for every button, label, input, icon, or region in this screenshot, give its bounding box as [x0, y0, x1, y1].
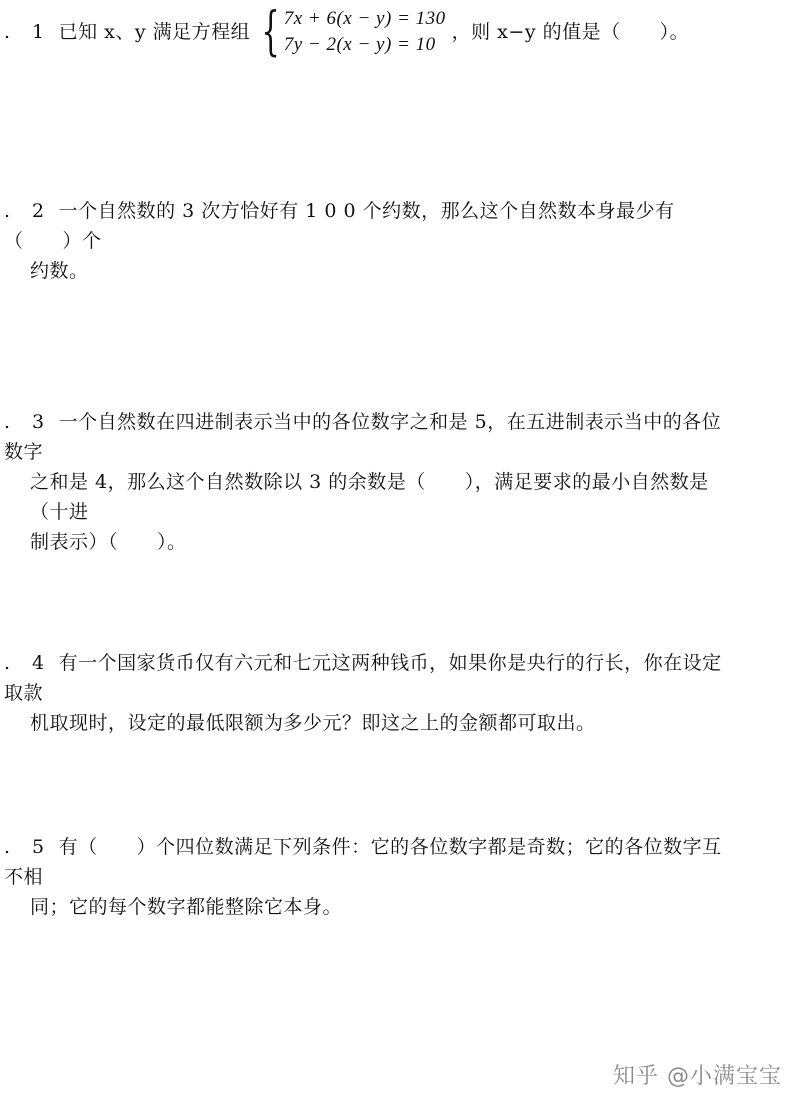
- question-4-number: 4: [32, 652, 45, 674]
- question-1-tail: ，则 x−y 的值是（ ）。: [451, 21, 690, 43]
- equation-lines: [284, 6, 446, 58]
- question-3-text-2: 之和是 4，那么这个自然数除以 3 的余数是（ ），满足要求的最小自然数是（十进: [30, 471, 709, 523]
- left-brace: {: [261, 2, 281, 62]
- question-3-marker: .: [4, 411, 11, 433]
- question-4: [4, 648, 739, 738]
- question-5-marker: .: [4, 836, 11, 858]
- question-4-line-1: [4, 648, 739, 708]
- question-5-line-1: [4, 832, 739, 892]
- question-5: [4, 832, 739, 922]
- question-5-text-1: 有（ ）个四位数满足下列条件：它的各位数字都是奇数；它的各位数字互不相: [4, 836, 722, 888]
- question-2-line-1: [4, 196, 739, 256]
- equation-1: 7x + 6(x − y) = 130: [283, 8, 446, 29]
- question-2-number: 2: [32, 200, 45, 222]
- question-2-text-2: 约数。: [30, 260, 89, 282]
- question-2-text-1: 一个自然数的 3 次方恰好有 1 0 0 个约数，那么这个自然数本身最少有（ ）个: [4, 200, 675, 252]
- question-3-number: 3: [32, 411, 45, 433]
- question-2: [4, 196, 739, 286]
- question-1-number: 1: [32, 21, 45, 43]
- question-3-text-1: 一个自然数在四进制表示当中的各位数字之和是 5，在五进制表示当中的各位数字: [4, 411, 722, 463]
- question-1-lead: [4, 17, 250, 47]
- question-2-marker: .: [4, 200, 11, 222]
- question-5-number: 5: [32, 836, 45, 858]
- question-3: [4, 407, 739, 557]
- question-4-text-2: 机取现时，设定的最低限额为多少元？即这之上的金额都可取出。: [30, 712, 596, 734]
- question-1: [4, 2, 739, 62]
- watermark-text: 知乎 @小满宝宝: [613, 1064, 782, 1089]
- question-3-line-1: [4, 407, 739, 467]
- question-4-text-1: 有一个国家货币仅有六元和七元这两种钱币，如果你是央行的行长，你在设定取款: [4, 652, 722, 704]
- question-5-text-2: 同；它的每个数字都能整除它本身。: [30, 896, 343, 918]
- question-3-text-3: 制表示）（ ）。: [30, 531, 187, 553]
- equation-2: 7y − 2(x − y) = 10: [283, 34, 436, 55]
- question-1-lead-text: 已知 x、y 满足方程组: [58, 21, 251, 43]
- question-1-marker: .: [4, 21, 11, 43]
- equation-system: [254, 2, 446, 62]
- question-4-marker: .: [4, 652, 11, 674]
